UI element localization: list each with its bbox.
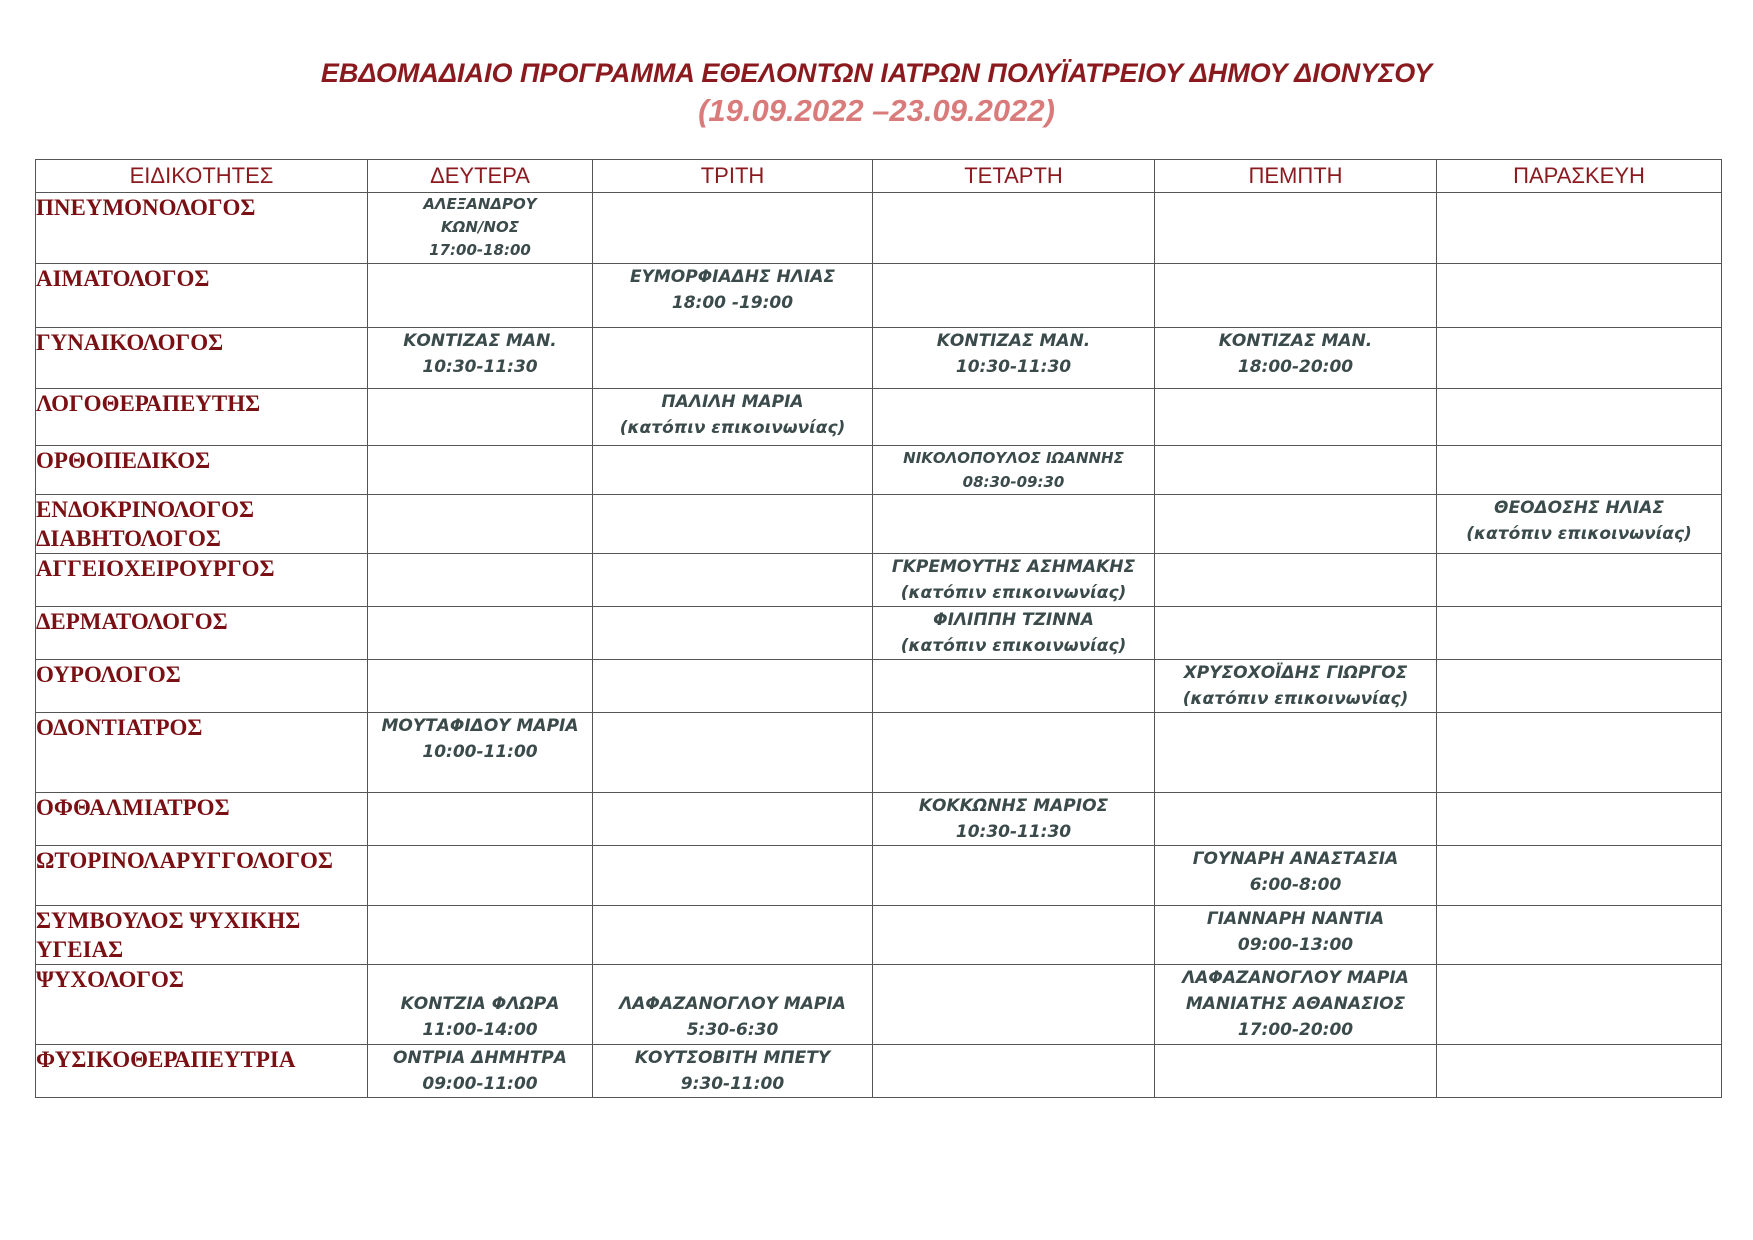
header-tuesday: ΤΡΙΤΗ: [593, 160, 873, 193]
date-range-subtitle: (19.09.2022 –23.09.2022): [698, 93, 1055, 128]
specialty-cell: [36, 1045, 368, 1098]
schedule-cell-monday: [368, 713, 593, 793]
appointment-line: 5:30-6:30: [686, 1020, 779, 1040]
table-row: [36, 965, 1722, 1045]
schedule-cell-thursday: [1155, 193, 1437, 264]
appointment-line: (κατόπιν επικοινωνίας): [900, 636, 1127, 656]
appointment-line: 17:00-18:00: [429, 241, 531, 259]
specialty-cell: [36, 264, 368, 328]
schedule-cell-monday: [368, 793, 593, 846]
schedule-cell-wednesday: [873, 906, 1155, 965]
schedule-cell-monday: [368, 965, 593, 1045]
table-row: [36, 328, 1722, 389]
appointment-line: 11:00-14:00: [422, 1020, 538, 1040]
schedule-cell-tuesday: [593, 495, 873, 554]
specialty-cell: [36, 965, 368, 1045]
specialty-cell: [36, 446, 368, 495]
appointment-line: ΚΩΝ/ΝΟΣ: [441, 218, 519, 236]
appointment-line: ΠΑΛΙΛΗ ΜΑΡΙΑ: [661, 392, 804, 412]
appointment-line: ΑΛΕΞΑΝΔΡΟΥ: [423, 195, 537, 213]
schedule-cell-wednesday: [873, 193, 1155, 264]
schedule-cell-friday: [1437, 965, 1722, 1045]
table-row: [36, 264, 1722, 328]
table-row: [36, 495, 1722, 554]
schedule-cell-monday: [368, 1045, 593, 1098]
schedule-cell-wednesday: [873, 1045, 1155, 1098]
appointment-line: ΟΝΤΡΙΑ ΔΗΜΗΤΡΑ: [393, 1048, 567, 1068]
appointment-line: ΧΡΥΣΟΧΟΪΔΗΣ ΓΙΩΡΓΟΣ: [1183, 663, 1408, 683]
schedule-cell-monday: [368, 193, 593, 264]
specialty-label: ΟΦΘΑΛΜΙΑΤΡΟΣ: [36, 795, 230, 820]
appointment-line: ΚΟΝΤΙΖΑΣ ΜΑΝ.: [1218, 331, 1373, 351]
schedule-cell-thursday: [1155, 713, 1437, 793]
schedule-cell-monday: [368, 906, 593, 965]
schedule-cell-wednesday: [873, 495, 1155, 554]
page-title: ΕΒΔΟΜΑΔΙΑΙΟ ΠΡΟΓΡΑΜΜΑ ΕΘΕΛΟΝΤΩΝ ΙΑΤΡΩΝ ΠΟΛΥΪΑΤΡΕΙΟΥ ΔΗΜΟΥ ΔΙΟΝΥΣΟΥ: [320, 58, 1433, 88]
schedule-cell-wednesday: [873, 965, 1155, 1045]
specialty-label: ΟΡΘΟΠΕΔΙΚΟΣ: [36, 448, 211, 473]
header-wednesday: ΤΕΤΑΡΤΗ: [873, 160, 1155, 193]
schedule-cell-thursday: [1155, 446, 1437, 495]
schedule-cell-friday: [1437, 264, 1722, 328]
schedule-cell-wednesday: [873, 846, 1155, 906]
schedule-cell-friday: [1437, 328, 1722, 389]
appointment-line: 18:00-20:00: [1237, 357, 1354, 377]
schedule-cell-thursday: [1155, 1045, 1437, 1098]
schedule-cell-friday: [1437, 193, 1722, 264]
schedule-cell-wednesday: [873, 446, 1155, 495]
specialty-label: ΔΕΡΜΑΤΟΛΟΓΟΣ: [36, 609, 228, 634]
table-row: [36, 846, 1722, 906]
specialty-cell: [36, 193, 368, 264]
schedule-cell-monday: [368, 660, 593, 713]
specialty-label: ΟΔΟΝΤΙΑΤΡΟΣ: [36, 715, 203, 740]
schedule-body: [36, 193, 1722, 1098]
header-thursday: ΠΕΜΠΤΗ: [1155, 160, 1437, 193]
appointment-line: ΝΙΚΟΛΟΠΟΥΛΟΣ ΙΩΑΝΝΗΣ: [903, 449, 1124, 467]
schedule-cell-tuesday: [593, 264, 873, 328]
appointment-line: 09:00-13:00: [1237, 935, 1354, 955]
appointment-line: 10:00-11:00: [422, 742, 538, 762]
appointment-line: ΜΟΥΤΑΦΙΔΟΥ ΜΑΡΙΑ: [381, 716, 579, 736]
appointment-line: ΚΟΝΤΙΖΑΣ ΜΑΝ.: [936, 331, 1091, 351]
schedule-cell-tuesday: [593, 389, 873, 446]
specialty-label: ΨΥΧΟΛΟΓΟΣ: [36, 967, 184, 992]
schedule-cell-tuesday: [593, 965, 873, 1045]
schedule-cell-wednesday: [873, 793, 1155, 846]
schedule-cell-friday: [1437, 389, 1722, 446]
specialty-cell: [36, 793, 368, 846]
appointment-line: 10:30-11:30: [955, 357, 1072, 377]
schedule-cell-monday: [368, 495, 593, 554]
schedule-cell-friday: [1437, 446, 1722, 495]
specialty-label: ΩΤΟΡΙΝΟΛΑΡΥΓΓΟΛΟΓΟΣ: [36, 848, 333, 873]
appointment-line: ΛΑΦΑΖΑΝΟΓΛΟΥ ΜΑΡΙΑ: [619, 994, 846, 1014]
schedule-cell-monday: [368, 554, 593, 607]
table-row: [36, 389, 1722, 446]
table-row: [36, 1045, 1722, 1098]
schedule-cell-monday: [368, 328, 593, 389]
specialty-cell: [36, 389, 368, 446]
schedule-cell-tuesday: [593, 793, 873, 846]
schedule-cell-tuesday: [593, 554, 873, 607]
specialty-label: ΛΟΓΟΘΕΡΑΠΕΥΤΗΣ: [36, 391, 261, 416]
schedule-cell-thursday: [1155, 495, 1437, 554]
schedule-cell-friday: [1437, 660, 1722, 713]
schedule-cell-thursday: [1155, 846, 1437, 906]
appointment-line: ΓΟΥΝΑΡΗ ΑΝΑΣΤΑΣΙΑ: [1192, 849, 1399, 869]
appointment-line: 09:00-11:00: [422, 1074, 538, 1094]
schedule-cell-friday: [1437, 713, 1722, 793]
schedule-cell-friday: [1437, 607, 1722, 660]
appointment-line: 17:00-20:00: [1237, 1020, 1354, 1040]
appointment-line: ΦΙΛΙΠΠΗ ΤΖΙΝΝΑ: [933, 610, 1094, 630]
header-monday: ΔΕΥΤΕΡΑ: [368, 160, 593, 193]
schedule-cell-wednesday: [873, 328, 1155, 389]
specialty-label: ΑΙΜΑΤΟΛΟΓΟΣ: [36, 266, 210, 291]
schedule-cell-friday: [1437, 1045, 1722, 1098]
appointment-line: ΛΑΦΑΖΑΝΟΓΛΟΥ ΜΑΡΙΑ: [1182, 968, 1409, 988]
schedule-cell-thursday: [1155, 607, 1437, 660]
schedule-cell-wednesday: [873, 554, 1155, 607]
table-row: [36, 607, 1722, 660]
schedule-cell-thursday: [1155, 906, 1437, 965]
schedule-cell-wednesday: [873, 607, 1155, 660]
specialty-cell: [36, 328, 368, 389]
schedule-table: [35, 159, 1722, 1098]
header-specialties: ΕΙΔΙΚΟΤΗΤΕΣ: [36, 160, 368, 193]
schedule-cell-monday: [368, 846, 593, 906]
appointment-line: 18:00 -19:00: [671, 293, 794, 313]
appointment-line: 10:30-11:30: [955, 822, 1072, 842]
appointment-line: ΓΚΡΕΜΟΥΤΗΣ ΑΣΗΜΑΚΗΣ: [891, 557, 1136, 577]
appointment-line: ΓΙΑΝΝΑΡΗ ΝΑΝΤΙΑ: [1206, 909, 1385, 929]
schedule-cell-friday: [1437, 495, 1722, 554]
schedule-cell-thursday: [1155, 264, 1437, 328]
table-row: [36, 446, 1722, 495]
specialty-label: ΠΝΕΥΜΟΝΟΛΟΓΟΣ: [36, 195, 256, 220]
schedule-cell-friday: [1437, 554, 1722, 607]
table-row: [36, 193, 1722, 264]
schedule-cell-thursday: [1155, 554, 1437, 607]
specialty-label: ΥΓΕΙΑΣ: [36, 937, 124, 962]
specialty-label: ΣΥΜΒΟΥΛΟΣ ΨΥΧΙΚΗΣ: [36, 908, 301, 933]
table-row: [36, 713, 1722, 793]
table-row: [36, 660, 1722, 713]
header-friday: ΠΑΡΑΣΚΕΥΗ: [1437, 160, 1722, 193]
schedule-cell-thursday: [1155, 389, 1437, 446]
appointment-line: ΜΑΝΙΑΤΗΣ ΑΘΑΝΑΣΙΟΣ: [1185, 994, 1406, 1014]
header-row: [36, 160, 1722, 193]
schedule-cell-tuesday: [593, 713, 873, 793]
appointment-line: (κατόπιν επικοινωνίας): [1466, 524, 1692, 544]
appointment-line: 6:00-8:00: [1249, 875, 1342, 895]
schedule-cell-wednesday: [873, 389, 1155, 446]
schedule-cell-thursday: [1155, 965, 1437, 1045]
appointment-line: 10:30-11:30: [422, 357, 538, 377]
appointment-line: ΚΟΥΤΣΟΒΙΤΗ ΜΠΕΤΥ: [634, 1048, 831, 1068]
specialty-label: ΑΓΓΕΙΟΧΕΙΡΟΥΡΓΟΣ: [36, 556, 275, 581]
schedule-cell-wednesday: [873, 713, 1155, 793]
schedule-cell-tuesday: [593, 906, 873, 965]
appointment-line: ΚΟΚΚΩΝΗΣ ΜΑΡΙΟΣ: [918, 796, 1109, 816]
specialty-cell: [36, 495, 368, 554]
specialty-cell: [36, 713, 368, 793]
schedule-cell-monday: [368, 389, 593, 446]
specialty-cell: [36, 846, 368, 906]
schedule-cell-tuesday: [593, 660, 873, 713]
specialty-label: ΔΙΑΒΗΤΟΛΟΓΟΣ: [36, 526, 221, 551]
schedule-cell-friday: [1437, 793, 1722, 846]
specialty-label: ΟΥΡΟΛΟΓΟΣ: [36, 662, 181, 687]
schedule-cell-friday: [1437, 906, 1722, 965]
table-row: [36, 554, 1722, 607]
schedule-cell-thursday: [1155, 793, 1437, 846]
schedule-cell-tuesday: [593, 193, 873, 264]
schedule-cell-tuesday: [593, 1045, 873, 1098]
schedule-cell-friday: [1437, 846, 1722, 906]
table-row: [36, 906, 1722, 965]
appointment-line: (κατόπιν επικοινωνίας): [619, 418, 846, 438]
schedule-cell-wednesday: [873, 264, 1155, 328]
appointment-line: 08:30-09:30: [962, 473, 1065, 491]
table-row: [36, 793, 1722, 846]
appointment-line: ΘΕΟΔΟΣΗΣ ΗΛΙΑΣ: [1494, 498, 1664, 518]
specialty-label: ΕΝΔΟΚΡΙΝΟΛΟΓΟΣ: [36, 497, 255, 522]
appointment-line: (κατόπιν επικοινωνίας): [1182, 689, 1409, 709]
schedule-cell-tuesday: [593, 846, 873, 906]
specialty-label: ΦΥΣΙΚΟΘΕΡΑΠΕΥΤΡΙΑ: [36, 1047, 296, 1072]
schedule-cell-tuesday: [593, 607, 873, 660]
schedule-cell-monday: [368, 446, 593, 495]
schedule-cell-thursday: [1155, 660, 1437, 713]
specialty-label: ΓΥΝΑΙΚΟΛΟΓΟΣ: [36, 330, 224, 355]
schedule-cell-thursday: [1155, 328, 1437, 389]
appointment-line: ΚΟΝΤΙΖΑΣ ΜΑΝ.: [403, 331, 557, 351]
specialty-cell: [36, 554, 368, 607]
schedule-cell-monday: [368, 264, 593, 328]
specialty-cell: [36, 660, 368, 713]
appointment-line: ΕΥΜΟΡΦΙΑΔΗΣ ΗΛΙΑΣ: [629, 267, 836, 287]
specialty-cell: [36, 607, 368, 660]
appointment-line: 9:30-11:00: [680, 1074, 785, 1094]
appointment-line: ΚΟΝΤΖΙΑ ΦΛΩΡΑ: [400, 994, 560, 1014]
schedule-cell-wednesday: [873, 660, 1155, 713]
appointment-line: (κατόπιν επικοινωνίας): [900, 583, 1127, 603]
schedule-cell-tuesday: [593, 328, 873, 389]
schedule-cell-tuesday: [593, 446, 873, 495]
specialty-cell: [36, 906, 368, 965]
schedule-cell-monday: [368, 607, 593, 660]
